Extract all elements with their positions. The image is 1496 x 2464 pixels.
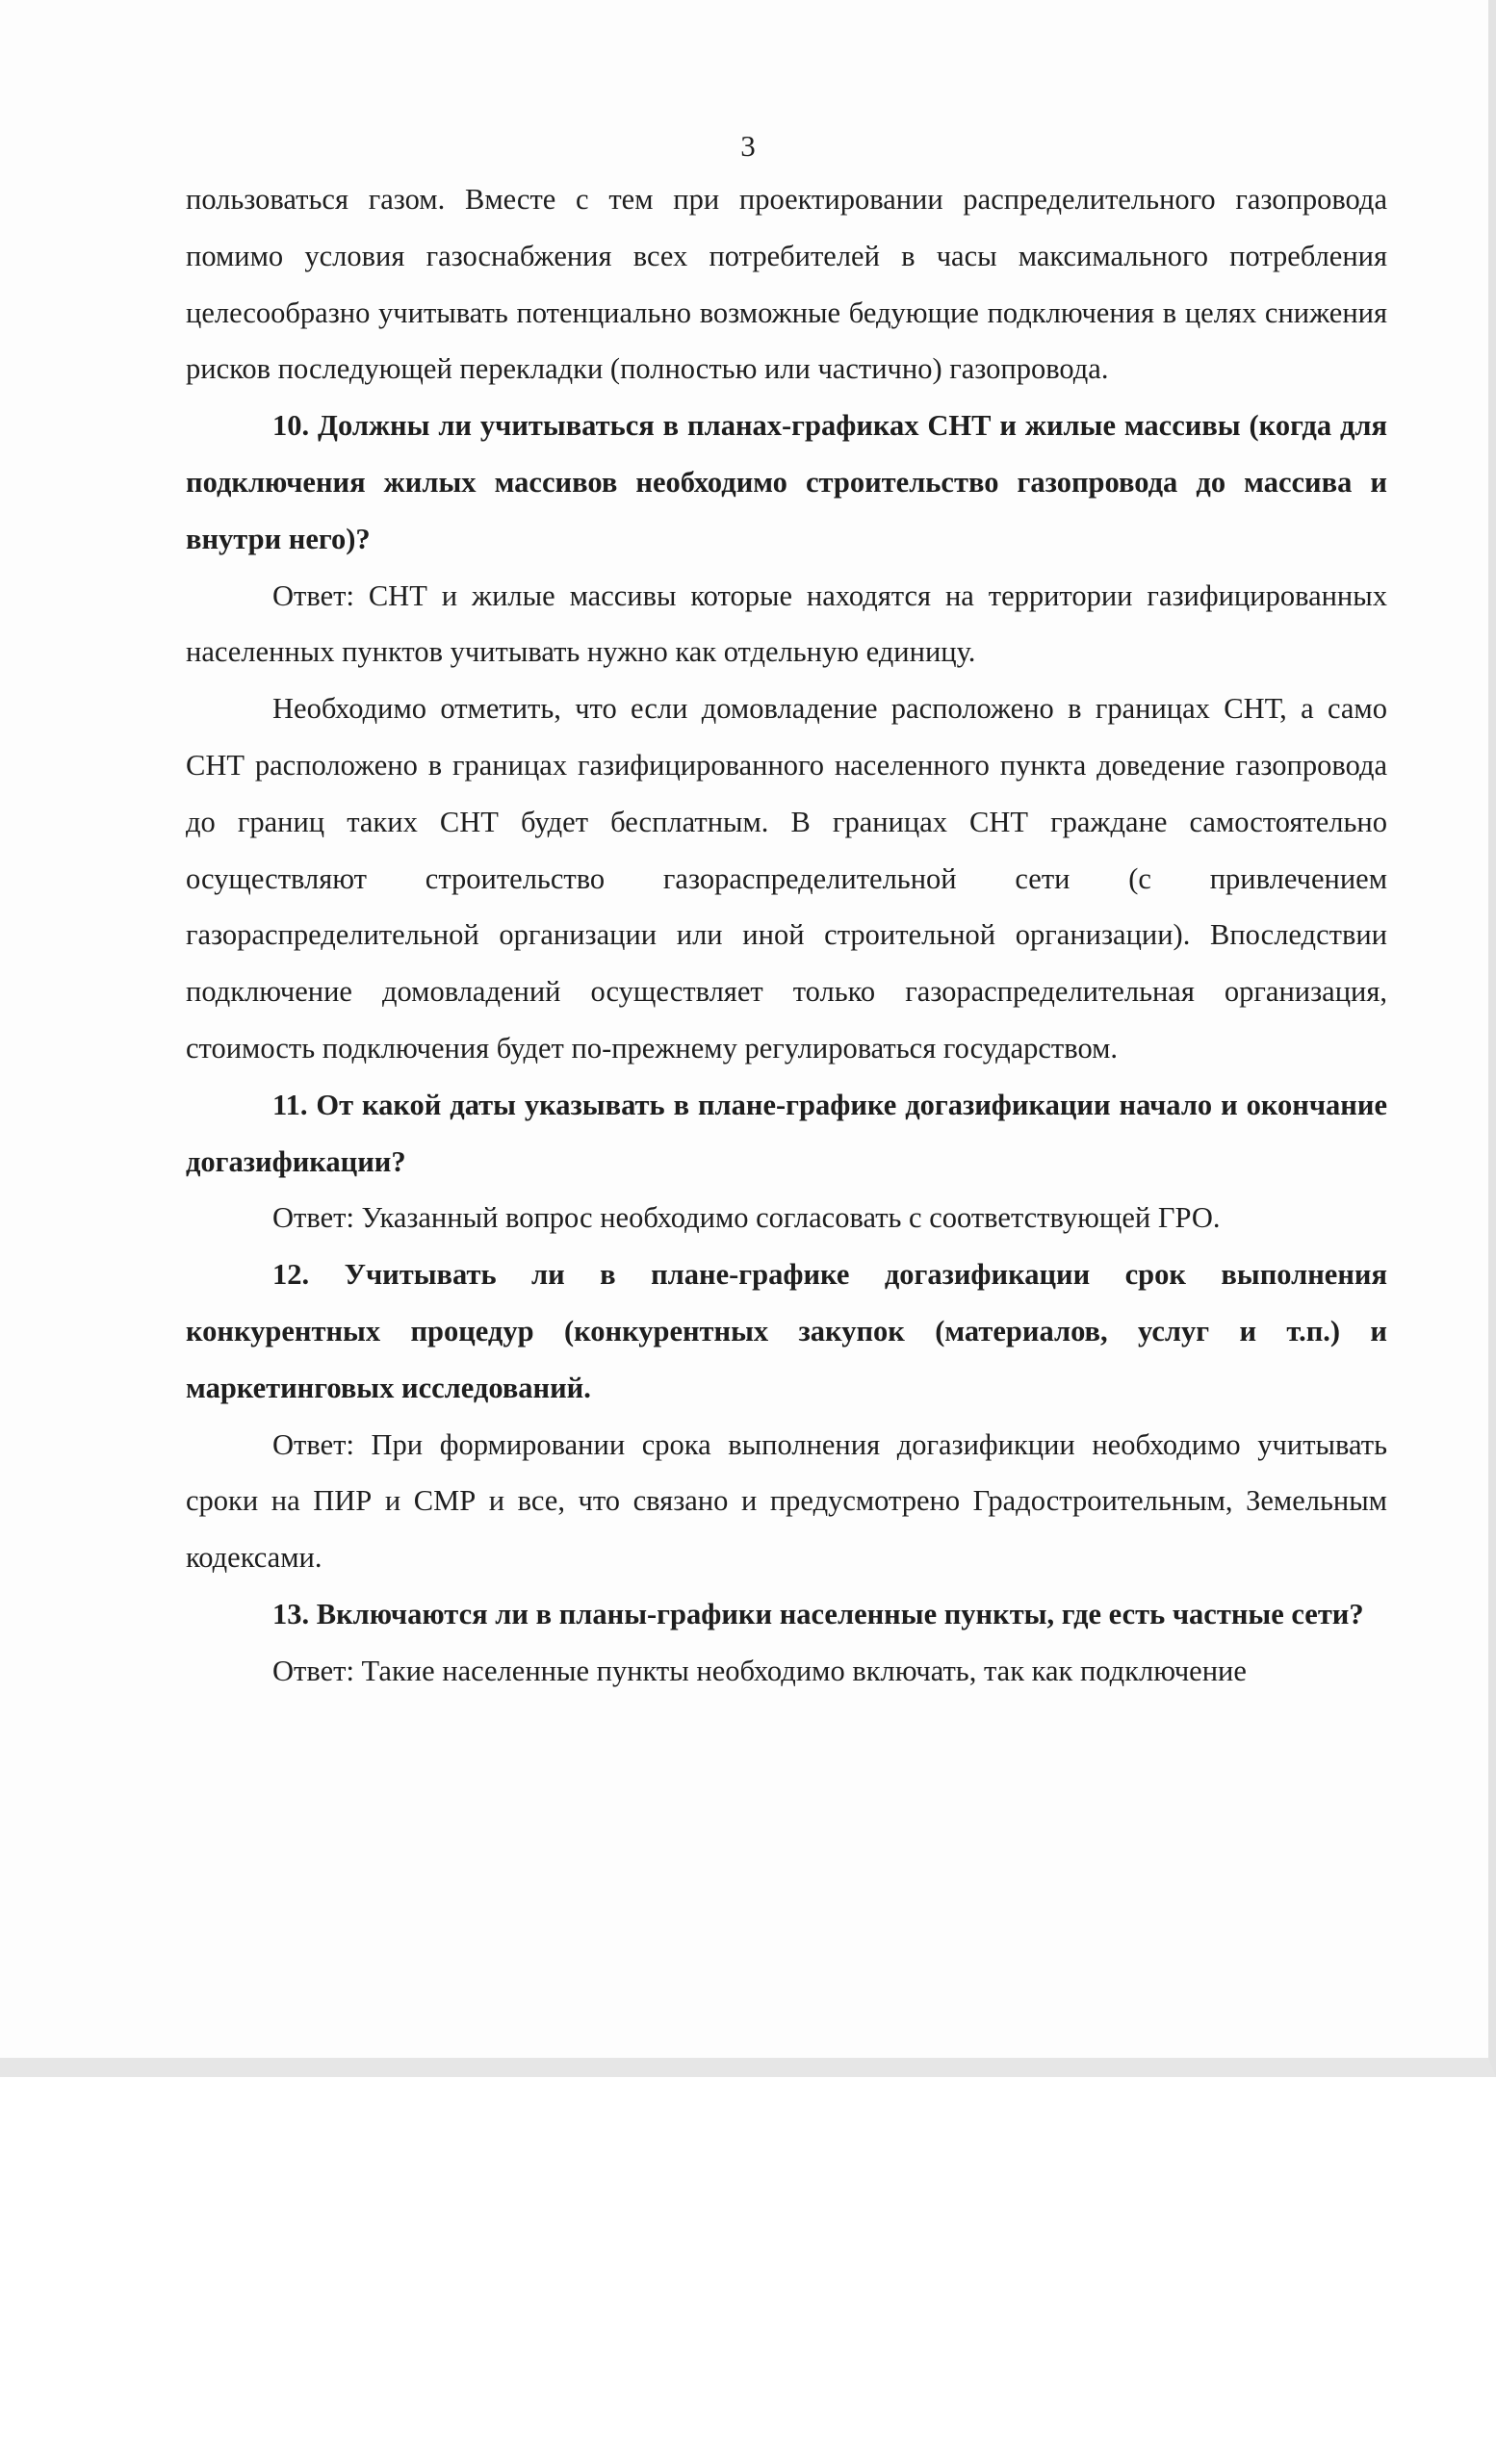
answer-10: Ответ: СНТ и жилые массивы которые находятся на территории газифицированных населенных пунктов учитывать нужно как отдельную единицу. <box>186 578 1387 669</box>
answer-10-note: Необходимо отметить, что если домовладение расположено в границах СНТ, а само СНТ расположено в границах газифицированного населенного пункта доведение газопровода до границ таких СНТ будет бесплатным. В границах СНТ граждане самостоятельно осуществляют строительство газораспределительной сети (с привлечением газораспределительной организации или иной строительной организации). Впоследствии подключение домовладений осуществляет только газораспределительная организация, стоимость подключения будет по-прежнему регулироваться государством. <box>186 692 1387 1065</box>
question-10: 10. Должны ли учитываться в планах-графиках СНТ и жилые массивы (когда для подключения жилых массивов необходимо строительство газопровода до массива и внутри него)? <box>186 409 1387 555</box>
question-13: 13. Включаются ли в планы-графики населенные пункты, где есть частные сети? <box>272 1597 1364 1630</box>
answer-11: Ответ: Указанный вопрос необходимо согласовать с соответствующей ГРО. <box>272 1201 1221 1235</box>
document-body <box>186 171 1387 1700</box>
paragraph: пользоваться газом. Вместе с тем при проектировании распределительного газопровода помимо условия газоснабжения всех потребителей в часы максимального потребления целесообразно учитывать потенциально возможные бедующие подключения в целях снижения рисков последующей перекладки (полностью или частично) газопровода. <box>186 183 1387 386</box>
question-12: 12. Учитывать ли в плане-графике догазификации срок выполнения конкурентных процедур (конкурентных закупок (материалов, услуг и т.п.) и маркетинговых исследований. <box>186 1258 1387 1404</box>
answer-12: Ответ: При формировании срока выполнения догазификции необходимо учитывать сроки на ПИР и СМР и все, что связано и предусмотрено Градостроительным, Земельным кодексами. <box>186 1427 1387 1575</box>
question-11: 11. От какой даты указывать в плане-графике догазификации начало и окончание догазификации? <box>186 1088 1387 1178</box>
answer-13: Ответ: Такие населенные пункты необходимо включать, так как подключение <box>272 1654 1247 1687</box>
page-number: 3 <box>740 129 756 163</box>
